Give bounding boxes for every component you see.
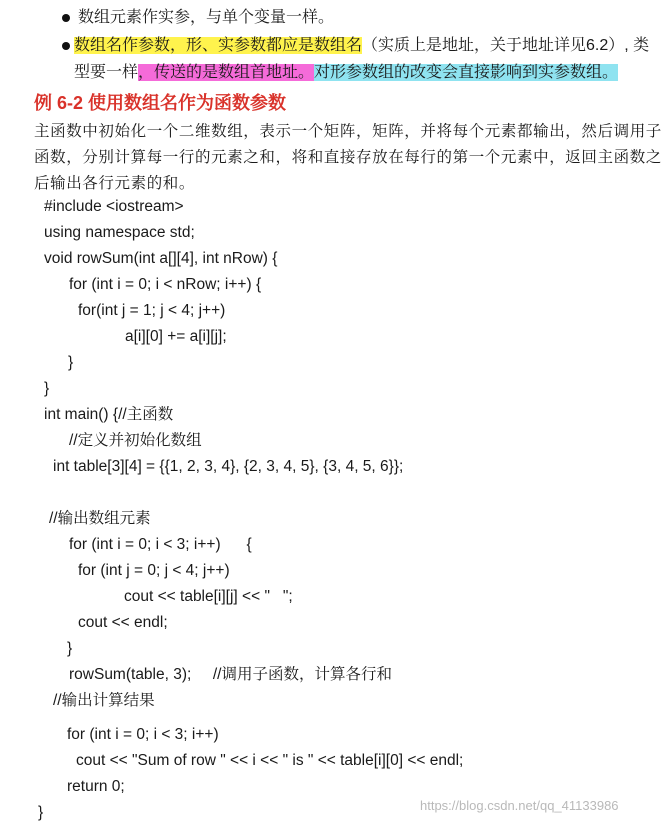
code-line: cout << table[i][j] << " "; [124,588,293,605]
bullet-text-2-line2 [74,62,618,84]
code-line: return 0; [67,778,125,795]
code-line: void rowSum(int a[][4], int nRow) { [44,250,278,267]
bullet-text-2-line1 [74,35,649,57]
code-line: int table[3][4] = {{1, 2, 3, 4}, {2, 3, 4, 5}, {3, 4, 5, 6}}; [53,458,404,475]
code-line: //定义并初始化数组 [69,432,202,449]
code-line: for(int j = 1; j < 4; j++) [78,302,226,319]
code-line: } [44,380,50,397]
description-line-1: 主函数中初始化一个二维数组，表示一个矩阵，矩阵，并将每个元素都输出，然后调用子 [34,123,662,140]
highlight-pink: ，传送的是数组首地址。 [138,64,315,81]
code-line: } [67,640,73,657]
bullet-text-2-prefix: 型要一样 [74,64,139,81]
code-line: int main() {//主函数 [44,406,174,423]
watermark: https://blog.csdn.net/qq_41133986 [420,798,619,813]
code-line: cout << "Sum of row " << i << " is " << table[i][0] << endl; [76,752,464,769]
code-line: for (int j = 0; j < 4; j++) [78,562,230,579]
highlight-cyan: 对形参数组的改变会直接影响到实参数组。 [314,64,619,81]
code-line: for (int i = 0; i < 3; i++) { [69,536,252,553]
bullet-point-icon [62,14,70,22]
code-line: cout << endl; [78,614,168,631]
code-line: rowSum(table, 3); //调用子函数，计算各行和 [69,666,392,683]
code-line: for (int i = 0; i < nRow; i++) { [69,276,262,293]
code-line: //输出计算结果 [53,692,155,709]
bullet-text-1: 数组元素作实参，与单个变量一样。 [78,9,335,26]
code-line: #include <iostream> [44,198,184,215]
description-line-2: 函数，分别计算每一行的元素之和，将和直接存放在每行的第一个元素中，返回主函数之 [34,149,662,166]
description-line-3: 后输出各行元素的和。 [34,175,196,192]
code-line: } [68,354,74,371]
code-line: a[i][0] += a[i][j]; [125,328,227,345]
code-line: using namespace std; [44,224,195,241]
code-line: for (int i = 0; i < 3; i++) [67,726,219,743]
bullet-point-icon [62,42,70,50]
bullet-text-2-normal: （实质上是地址，关于地址详见6.2）, 类 [362,37,650,54]
code-line: //输出数组元素 [49,510,151,527]
highlight-yellow: 数组名作参数，形、实参数都应是数组名 [74,37,363,54]
example-title: 例 6-2 使用数组名作为函数参数 [34,93,287,113]
code-line: } [38,804,44,821]
